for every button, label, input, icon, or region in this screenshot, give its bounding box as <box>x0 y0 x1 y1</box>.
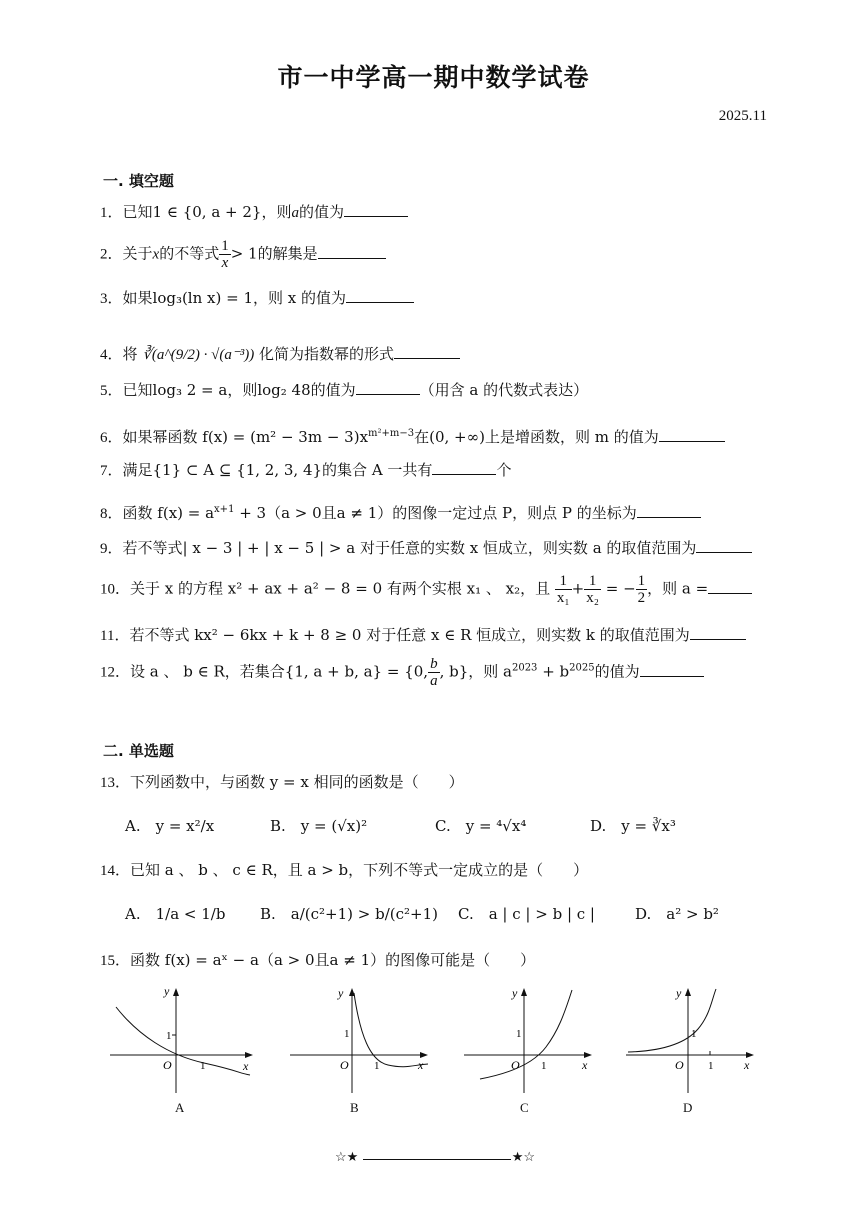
tick-label: 1 <box>516 1028 522 1040</box>
question-1: 1．已知1 ∈ {0, a + 2}，则a的值为 <box>100 202 408 223</box>
question-12: 12．设 a 、 b ∈ R，若集合{1, a + b, a} = {0, $\frac{b}{a}$ , b}，则 $a^{2023} + b^{2025}$的值为 <box>100 656 704 689</box>
option-a[interactable]: A. y = x²/x <box>125 817 215 835</box>
origin-label: O <box>340 1058 349 1072</box>
question-14: 14．已知 a 、 b 、 c ∈ R，且 a > b，下列不等式一定成立的是（ ） <box>100 861 589 879</box>
page-title: 市一中学高一期中数学试卷 <box>277 63 590 92</box>
axis-x-label: x <box>744 1058 750 1072</box>
section-single-choice: 二. 单选题 <box>103 742 174 760</box>
tick-label: 1 <box>708 1060 714 1072</box>
tick-label: 1 <box>344 1028 350 1040</box>
footer-divider <box>363 1159 511 1160</box>
tick-label: 1 <box>166 1030 172 1042</box>
answer-blank[interactable] <box>690 625 746 640</box>
axis-x-label: x <box>243 1059 249 1073</box>
option-b[interactable]: B. a/(c²+1) > b/(c²+1) <box>260 905 439 923</box>
question-15: 15．函数 f(x) = aˣ − a（a > 0且a ≠ 1）的图像可能是（ ） <box>100 951 536 969</box>
question-5: 5．已知log₃ 2 = a，则log₂ 48的值为 （用含 a 的代数式表达） <box>100 381 589 399</box>
graph-a[interactable] <box>108 985 258 1095</box>
answer-blank[interactable] <box>356 380 420 395</box>
graph-a-label: A <box>175 1100 185 1112</box>
fraction: $\frac{1}{\text{x₁}}$ <box>556 573 570 606</box>
graph-b[interactable] <box>288 985 438 1095</box>
option-c[interactable]: C. y = ⁴√x⁴ <box>435 817 527 835</box>
question-2: 2．关于x的不等式 $\frac{1}{x}$ > 1的解集是 <box>100 238 386 271</box>
graph-d-label: D <box>683 1100 693 1112</box>
option-c[interactable]: C. a | c | > b | c | <box>458 905 595 923</box>
answer-blank[interactable] <box>637 503 701 518</box>
fraction: $\frac{1}{\text{x₂}}$ <box>586 573 599 606</box>
answer-blank[interactable] <box>344 202 408 217</box>
question-4: 4．将 ∛(a^(9/2) · √(a⁻³)) 化简为指数幂的形式 <box>100 344 460 365</box>
answer-blank[interactable] <box>659 427 725 442</box>
option-a[interactable]: A. 1/a < 1/b <box>125 905 226 923</box>
answer-blank[interactable] <box>640 662 704 677</box>
fraction: $\frac{1}{x}$ <box>221 238 229 271</box>
option-b[interactable]: B. y = (√x)² <box>270 817 368 835</box>
radical-expression: ∛(a^(9/2) · √(a⁻³)) <box>142 347 255 363</box>
star-icon: ★☆ <box>511 1150 535 1165</box>
option-d[interactable]: D. a² > b² <box>635 905 719 923</box>
axis-x-label: x <box>418 1058 424 1072</box>
question-7: 7．满足{1} ⊂ A ⊆ {1, 2, 3, 4}的集合 A 一共有 个 <box>100 461 512 479</box>
fraction: $\frac{b}{a}$ <box>430 656 438 689</box>
answer-blank[interactable] <box>708 579 752 594</box>
axis-y-label: y <box>338 986 344 1000</box>
graph-c-label: C <box>520 1100 529 1112</box>
axis-y-label: y <box>676 986 682 1000</box>
tick-label: 1 <box>691 1028 697 1040</box>
answer-blank[interactable] <box>432 460 496 475</box>
answer-blank[interactable] <box>318 244 386 259</box>
origin-label: O <box>511 1058 520 1072</box>
option-d[interactable]: D. y = ∛x³ <box>590 817 676 835</box>
answer-blank[interactable] <box>346 288 414 303</box>
axis-y-label: y <box>512 986 518 1000</box>
origin-label: O <box>675 1058 684 1072</box>
section-fill-in: 一. 填空题 <box>103 172 174 190</box>
answer-blank[interactable] <box>394 344 460 359</box>
axis-y-label: y <box>164 985 170 998</box>
star-icon: ☆★ <box>335 1150 359 1165</box>
graph-c[interactable] <box>462 985 612 1095</box>
question-11: 11．若不等式 kx² − 6kx + k + 8 ≥ 0 对于任意 x ∈ R 恒成立，则实数 k 的取值范围为 <box>100 625 746 646</box>
tick-label: 1 <box>200 1060 206 1072</box>
question-3: 3．如果log₃(ln x) = 1，则 x 的值为 <box>100 288 414 309</box>
question-9: 9．若不等式| x − 3 | + | x − 5 | > a 对于任意的实数 x 恒成立，则实数 a 的取值范围为 <box>100 538 752 559</box>
question-6: 6．如果幂函数 $f(x) = (m^2 - 3m - 3)x^{m^2+m-3}$在(0, +∞)上是增函数，则 m 的值为 <box>100 424 725 448</box>
exam-date: 2025.11 <box>718 108 767 124</box>
question-8: 8．函数 $f(x) = a^{x+1} + 3(a > 0$且a ≠ 1）的图像一定过点 P，则点 P 的坐标为 <box>100 500 701 524</box>
graph-d[interactable] <box>624 985 774 1095</box>
page-footer <box>335 1150 535 1170</box>
answer-blank[interactable] <box>696 538 752 553</box>
graph-b-label: B <box>350 1100 359 1112</box>
axis-x-label: x <box>582 1058 588 1072</box>
tick-label: 1 <box>374 1060 380 1072</box>
question-10: 10．关于 x 的方程 x² + ax + a² − 8 = 0 有两个实根 x₁ 、 x₂，且 $\frac{1}{\text{x₁}}$ + $\frac{1}{\text{x₂}}$ = − $\frac{1}{2}$ ，则 a = <box>100 573 752 606</box>
origin-label: O <box>163 1058 172 1072</box>
question-13: 13．下列函数中，与函数 y = x 相同的函数是（ ） <box>100 773 464 791</box>
tick-label: 1 <box>541 1060 547 1072</box>
fraction: $\frac{1}{2}$ <box>637 573 646 606</box>
